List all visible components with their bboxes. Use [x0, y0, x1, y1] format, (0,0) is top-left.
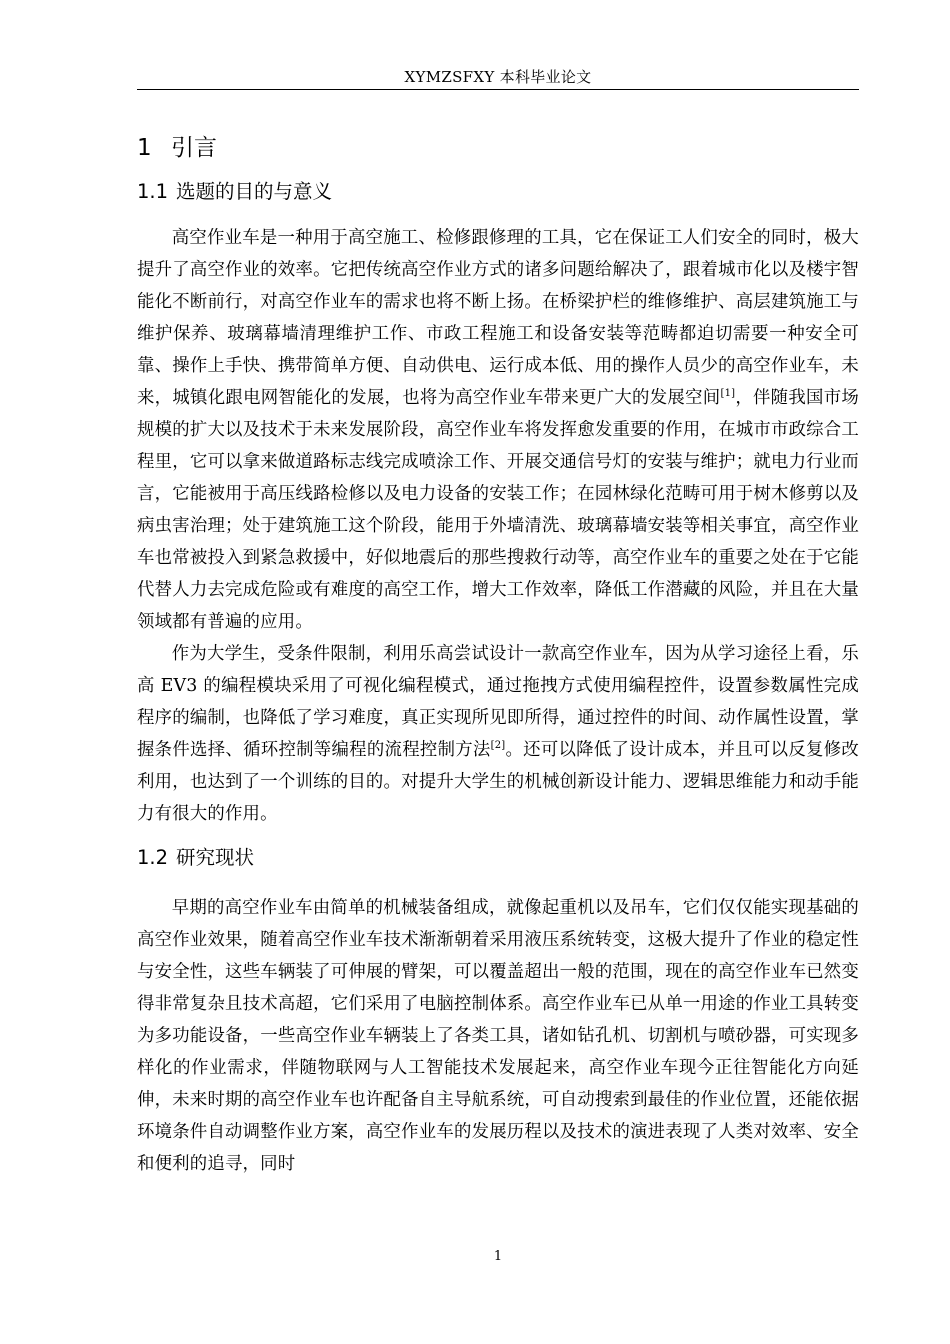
section-title: 研究现状 — [176, 846, 255, 869]
paragraph-text: 高空作业车是一种用于高空施工、检修跟修理的工具，它在保证工人们安全的同时，极大提升了高空作业的效率。它把传统高空作业方式的诸多问题给解决了，跟着城市化以及楼宇智能化不断前行，对高空作业车的需求也将不断上扬。在桥梁护栏的维修维护、高层建筑施工与维护保养、玻璃幕墙清理维护工作、市政工程施工和设备安装等范畴都迫切需要一种安全可靠、操作上手快、携带简单方便、自动供电、运行成本低、用的操作人员少的高空作业车，未来，城镇化跟电网智能化的发展，也将为高空作业车带来更广大的发展空间 — [137, 228, 859, 408]
paragraph-text: 作为大学生，受条件限制，利用乐高尝试设计一款高空作业车，因为从学习途径上看，乐高 EV3 的编程模块采用了可视化编程模式，通过拖拽方式使用编程控件，设置参数属性完成程序的编制，也降低了学习难度，真正实现所见即所得，通过控件的时间、动作属性设置，掌握条件选择、循环控制等编程的流程控制方法 — [137, 644, 859, 760]
page-body — [137, 128, 859, 1180]
chapter-heading — [137, 128, 859, 168]
paragraph-text: 早期的高空作业车由简单的机械装备组成，就像起重机以及吊车，它们仅仅能实现基础的高空作业效果，随着高空作业车技术渐渐朝着采用液压系统转变，这极大提升了作业的稳定性与安全性，这些车辆装了可伸展的臂架，可以覆盖超出一般的范围，现在的高空作业车已然变得非常复杂且技术高超，它们采用了电脑控制体系。高空作业车已从单一用途的作业工具转变为多功能设备，一些高空作业车辆装上了各类工具，诸如钻孔机、切割机与喷砂器，可实现多样化的作业需求，伴随物联网与人工智能技术发展起来，高空作业车现今正往智能化方向延伸，未来时期的高空作业车也许配备自主导航系统，可自动搜索到最佳的作业位置，还能依据环境条件自动调整作业方案，高空作业车的发展历程以及技术的演进表现了人类对效率、安全和便利的追寻，同时 — [137, 898, 859, 1174]
section-number: 1.1 — [137, 180, 169, 203]
page-number: 1 — [493, 1249, 503, 1264]
paragraph-text: ，伴随我国市场规模的扩大以及技术于未来发展阶段，高空作业车将发挥愈发重要的作用，在城市市政综合工程里，它可以拿来做道路标志线完成喷涂工作、开展交通信号灯的安装与维护；就电力行业而言，它能被用于高压线路检修以及电力设备的安装工作；在园林绿化范畴可用于树木修剪以及病虫害治理；处于建筑施工这个阶段，能用于外墙清洗、玻璃幕墙安装等相关事宜，高空作业车也常被投入到紧急救援中，好似地震后的那些搜救行动等，高空作业车的重要之处在于它能代替人力去完成危险或有难度的高空工作，增大工作效率，降低工作潜藏的风险，并且在大量领域都有普遍的应用。 — [137, 388, 859, 632]
section-number: 1.2 — [137, 846, 169, 869]
paragraph-text: 。还可以降低了设计成本，并且可以反复修改利用，也达到了一个训练的目的。对提升大学生的机械创新设计能力、逻辑思维能力和动手能力有很大的作用。 — [137, 740, 859, 824]
paragraph — [137, 892, 859, 1180]
running-header: XYMZSFXY 本科毕业论文 — [404, 68, 592, 86]
header-rule — [137, 89, 859, 90]
paragraph — [137, 638, 859, 830]
section-heading — [137, 174, 859, 210]
chapter-title: 引言 — [171, 135, 217, 161]
section-heading — [137, 840, 859, 876]
chapter-number: 1 — [137, 135, 152, 161]
citation-ref: [2] — [490, 740, 506, 751]
paragraph — [137, 222, 859, 638]
citation-ref: [1] — [720, 388, 736, 399]
section-title: 选题的目的与意义 — [176, 180, 333, 203]
